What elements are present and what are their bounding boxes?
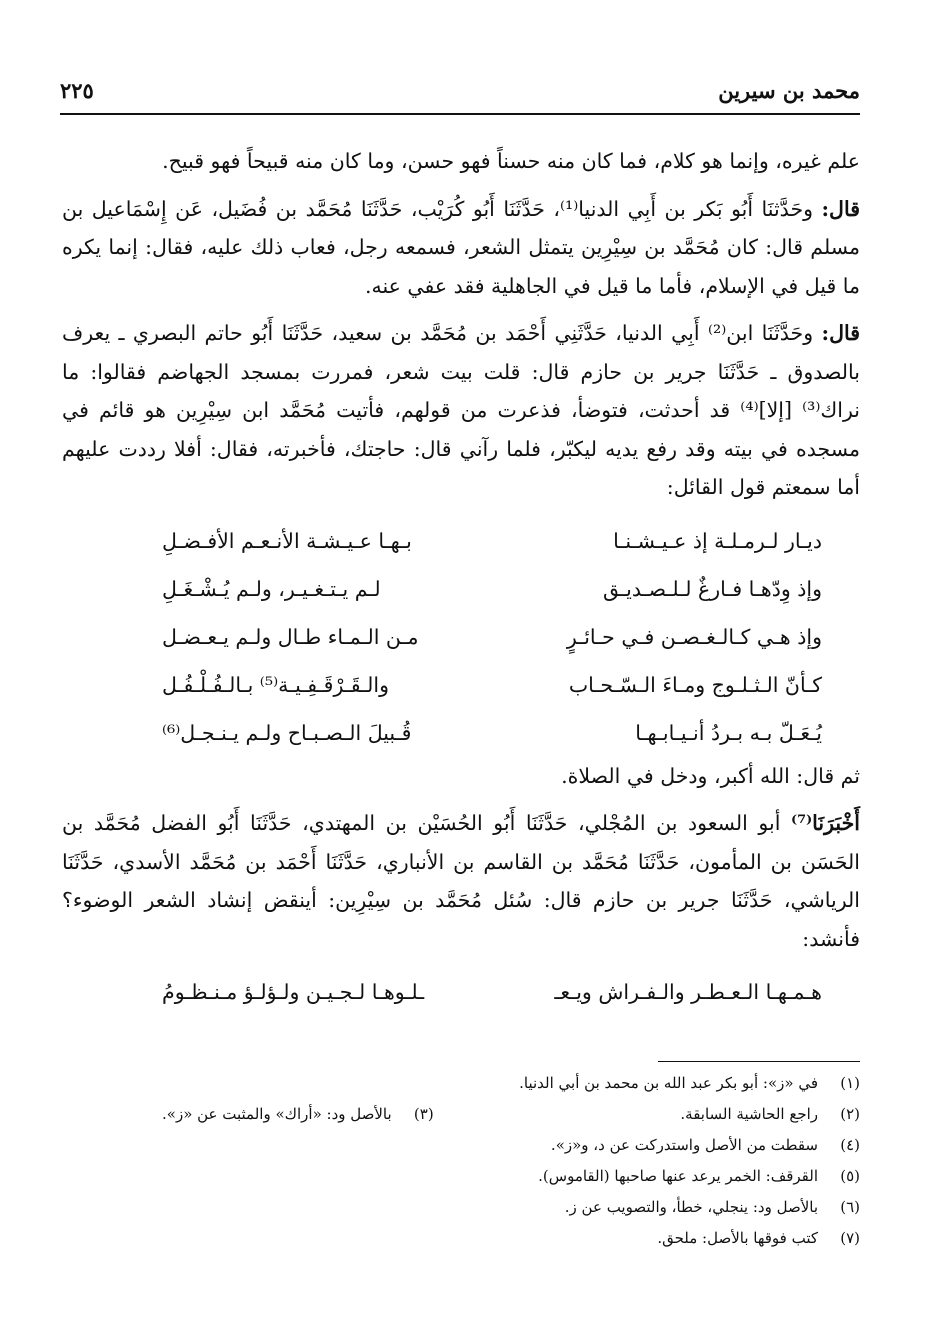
- verse-left-hemistich: والـقَـرْقَـفِـيـة⁽⁵⁾ بـالـفُـلْـفُـل: [162, 672, 389, 697]
- paragraph-5-keyword: أَخْبَرَنَا⁽⁷⁾: [790, 811, 860, 835]
- footnote-text: بالأصل ود: ينجلي، خطأ، والتصويب عن ز.: [564, 1198, 818, 1216]
- footnote: [680, 1099, 860, 1130]
- paragraph-2: [62, 190, 860, 306]
- verse-right-hemistich: وإذ وِدّهـا فـارغٌ لـلـصـديـق: [603, 576, 822, 601]
- verse-line: [62, 709, 860, 757]
- verse-left-hemistich: قُـبيلَ الـصـبـاح ولـم يـنـجـل⁽⁶⁾: [162, 720, 412, 745]
- footnote-number: (٥): [840, 1167, 860, 1185]
- verse-right-hemistich: وإذ هـي كـالـغـصـن فـي حـائـرٍ: [566, 624, 822, 649]
- paragraph-3-keyword: قال:: [821, 321, 861, 345]
- header-rule: [60, 113, 860, 115]
- footnote-number: (٦): [840, 1198, 860, 1216]
- paragraph-4: ثم قال: الله أكبر، ودخل في الصلاة.: [561, 763, 860, 788]
- footnote-pair: [62, 1099, 860, 1130]
- footnote-text: راجع الحاشية السابقة.: [680, 1105, 818, 1123]
- footnote: [162, 1099, 434, 1130]
- paragraph-2-keyword: قال:: [821, 196, 860, 221]
- page-number: ٢٢٥: [60, 77, 94, 103]
- verse-line: [62, 661, 860, 709]
- footnote: [62, 1223, 860, 1254]
- paragraph-3: [62, 314, 860, 507]
- footnote-text: كتب فوقها بالأصل: ملحق.: [657, 1229, 818, 1247]
- verse-right-hemistich: ديـار لـرمـلـة إذ عـيـشـنـا: [613, 528, 822, 553]
- footnote: [62, 1192, 860, 1223]
- footnote: [62, 1161, 860, 1192]
- verse-line: [62, 565, 860, 613]
- paragraph-1: علم غيره، وإنما هو كلام، فما كان منه حسناً فهو حسن، وما كان منه قبيحاً فهو قبيح.: [162, 149, 860, 173]
- verse-right-hemistich: هـمـهـا الـعـطـر والـفـراش ويـعـ: [554, 980, 822, 1004]
- footnote: [62, 1130, 860, 1161]
- verse-left-hemistich: ـلـوهـا لـجـيـن ولـؤلـؤ مـنـظـومُ: [162, 980, 425, 1004]
- verse-line: [62, 968, 860, 1016]
- footnote-text: بالأصل ود: «أراك» والمثبت عن «ز».: [162, 1105, 392, 1123]
- verse-right-hemistich: كـأنّ الـثـلـوج ومـاءَ الـسّـحـاب: [568, 672, 822, 697]
- footnote-rule: [658, 1061, 860, 1062]
- footnotes: [62, 1068, 860, 1254]
- footnote-number: (٤): [840, 1136, 860, 1154]
- verse-right-hemistich: يُـعَـلّ بـه بـردُ أنـيـابـهـا: [635, 720, 822, 745]
- verse-left-hemistich: بـهـا عـيـشـة الأنـعـم الأفـضـلِ: [162, 528, 412, 553]
- verse-line: [62, 517, 860, 565]
- paragraph-3-text: وحَدَّثَنَا ابن⁽²⁾ أَبِي الدنيا، حَدَّثَنِي أَحْمَد بن مُحَمَّد بن سعيد، حَدَّثَنَا أَبُو حاتم البصري ـ يعرف بالصدوق ـ حَدَّثَنَا جرير بن حازم قال: قلت بيت شعر، فمررت بمسجد الجهاضم فقالوا: ما نراك⁽³⁾ [إلا]⁽⁴⁾ قد أحدثت، فتوضأ، فذعرت من قولهم، فأتيت مُحَمَّد ابن سِيْرِين هو قائم في مسجده في بيته وقد رفع يديه ليكبّر، فلما رآني قال: حاجتك، فأخبرته، فقال: أفلا رددت عليهم أما سمعتم قول القائل:: [62, 321, 860, 499]
- main-text: [62, 142, 860, 1016]
- footnote-number: (١): [840, 1074, 860, 1092]
- footnote-text: القرقف: الخمر يرعد عنها صاحبها (القاموس).: [538, 1167, 818, 1185]
- footnote-number: (٢): [840, 1105, 860, 1123]
- paragraph-5-text: أبو السعود بن المُجْلي، حَدَّثَنَا أَبُو الحُسَيْن بن المهتدي، حَدَّثَنَا أَبُو الفضل مُحَمَّد بن الحَسَن بن المأمون، حَدَّثَنَا مُحَمَّد بن القاسم بن الأنباري، حَدَّثَنَا أَحْمَد بن مُحَمَّد الأسدي، حَدَّثَنَا الرياشي، حَدَّثَنَا جرير بن حازم قال: سُئل مُحَمَّد بن سِيْرِين: أينقض إنشاد الشعر الوضوء؟ فأنشد:: [62, 811, 860, 951]
- paragraph-2-text: وحَدَّثنَا أَبُو بَكر بن أَبِي الدنيا⁽¹⁾، حَدَّثَنَا أَبُو كُرَيْب، حَدَّثَنَا مُحَمَّد بن فُضَيل، عَن إِسْمَاعيل بن مسلم قال: كان مُحَمَّد بن سِيْرِين يتمثل الشعر، فسمعه رجل، فعاب ذلك عليه، فقال: إنما يكره ما قيل في الإسلام، فأما ما قيل في الجاهلية فقد عفي عنه.: [62, 196, 860, 298]
- verse-line: [62, 613, 860, 661]
- verse-left-hemistich: لـم يـتـغـيـر، ولـم يُـشْـغَـلِ: [162, 576, 381, 601]
- footnote: [62, 1068, 860, 1099]
- paragraph-5: [62, 804, 860, 958]
- footnote-number: (٣): [413, 1105, 434, 1123]
- running-title: محمد بن سيرين: [718, 77, 860, 103]
- footnote-number: (٧): [840, 1229, 860, 1247]
- verse-left-hemistich: مـن الـمـاء طـال ولـم يـعـضـل: [162, 624, 419, 649]
- footnote-text: سقطت من الأصل واستدركت عن د، و«ز».: [550, 1136, 818, 1154]
- page-header: [60, 70, 860, 110]
- footnote-text: في «ز»: أبو بكر عبد الله بن محمد بن أبي الدنيا.: [519, 1074, 818, 1092]
